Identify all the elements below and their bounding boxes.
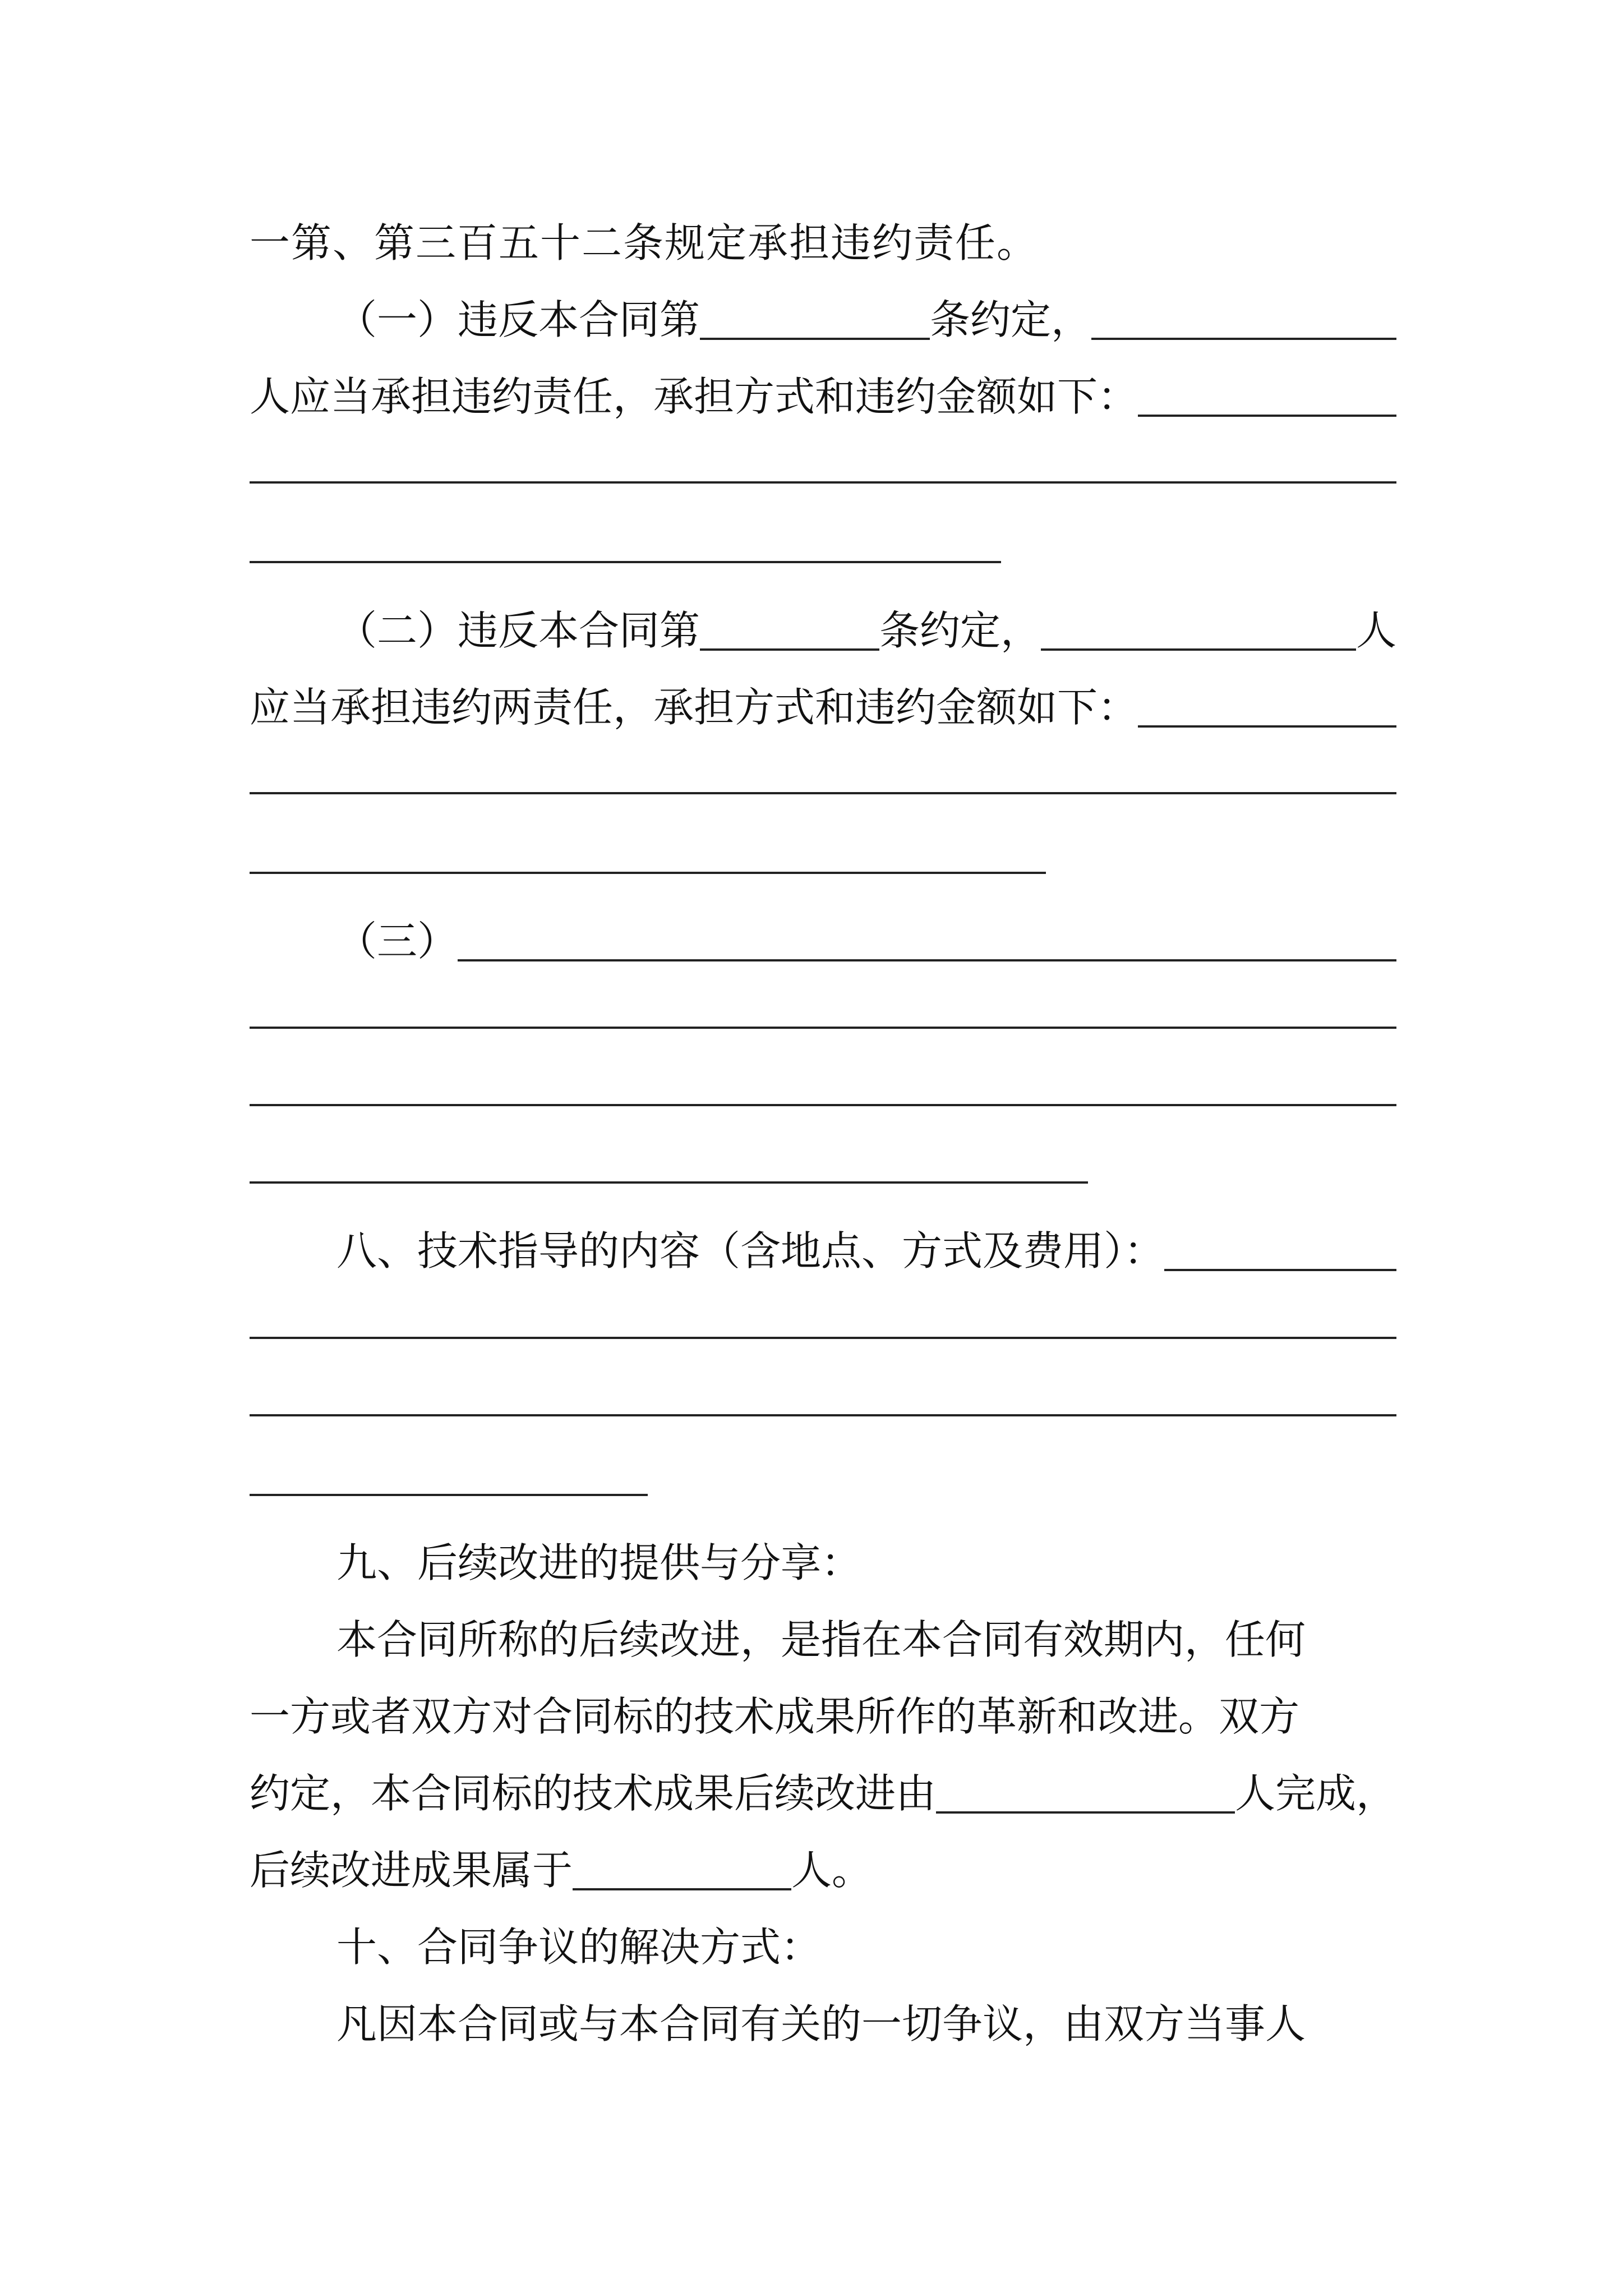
section-9-heading-line (250, 1525, 1396, 1602)
clause-2-agreed-text: 条约定， (879, 607, 1041, 654)
section-8-heading: 八、技术指导的内容（含地点、方式及费用）： (336, 1227, 1165, 1274)
clause-3-line (250, 903, 1396, 980)
section-9-para-text-6: 人。 (791, 1847, 873, 1894)
clause-3-fill-rule-1[interactable] (250, 1027, 1396, 1029)
text-line (250, 205, 1396, 282)
clause-2-amount-blank[interactable] (1138, 669, 1396, 728)
clause-1-line-2 (250, 358, 1396, 435)
section-9-heading: 九、后续改进的提供与分享： (336, 1539, 862, 1586)
clause-2-line-2 (250, 669, 1396, 746)
clause-1-party-blank[interactable] (1091, 282, 1396, 340)
clause-1-label: （一）违反本合同第 (336, 296, 700, 343)
section-10-heading: 十、合同争议的解决方式： (336, 1924, 822, 1971)
clause-1-article-blank[interactable] (700, 282, 930, 340)
section-10-para-text: 凡因本合同或与本合同有关的一切争议，由双方当事人 (336, 2000, 1306, 2047)
clause-2-article-blank[interactable] (700, 592, 879, 651)
clause-2-person-text: 人 (1355, 607, 1396, 654)
clause-2-line (250, 592, 1396, 669)
section-9-para-text-2: 一方或者双方对合同标的技术成果所作的革新和改进。双方 (250, 1693, 1300, 1740)
clause-1-fill-rule[interactable] (250, 481, 1396, 484)
section-9-para-text-4: 人完成， (1234, 1770, 1396, 1817)
clause-1-amount-blank[interactable] (1138, 358, 1396, 417)
liability-intro-text: 一第、第三百五十二条规定承担违约责任。 (250, 219, 1039, 266)
clause-1-fill-rule-end[interactable] (250, 561, 1001, 563)
clause-3-fill-rule-2[interactable] (250, 1104, 1396, 1106)
section-9-para-text-3: 约定，本合同标的技术成果后续改进由 (250, 1770, 937, 1817)
improvement-owner-blank[interactable] (573, 1832, 791, 1890)
section-9-para-line-4 (250, 1832, 1396, 1909)
clause-3-label: （三） (336, 918, 458, 965)
improvement-party-blank[interactable] (936, 1755, 1235, 1814)
clause-2-party-blank[interactable] (1041, 592, 1356, 651)
clause-3-fill-rule-end[interactable] (250, 1181, 1088, 1184)
section-8-line (250, 1213, 1396, 1290)
section-9-para-text-1: 本合同所称的后续改进，是指在本合同有效期内，任何 (336, 1616, 1306, 1663)
section-9-para-line-3 (250, 1755, 1396, 1832)
clause-1-liability-text: 人应当承担违约责任，承担方式和违约金额如下： (250, 373, 1138, 420)
section-8-fill-rule-end[interactable] (250, 1494, 648, 1496)
clause-2-liability-text: 应当承担违约两责任，承担方式和违约金额如下： (250, 684, 1138, 731)
clause-2-label: （二）违反本合同第 (336, 607, 700, 654)
clause-2-fill-rule-end[interactable] (250, 872, 1046, 874)
clause-3-blank[interactable] (458, 903, 1396, 961)
section-9-para-line-2 (250, 1678, 1396, 1755)
clause-2-fill-rule[interactable] (250, 792, 1396, 794)
section-8-blank[interactable] (1164, 1213, 1396, 1271)
section-8-fill-rule-1[interactable] (250, 1337, 1396, 1339)
clause-1-line (250, 282, 1396, 358)
clause-1-agreed-text: 条约定， (930, 296, 1092, 343)
section-9-para-line-1 (250, 1602, 1396, 1678)
section-10-heading-line (250, 1909, 1396, 1986)
section-8-fill-rule-2[interactable] (250, 1414, 1396, 1416)
section-9-para-text-5: 后续改进成果属于 (250, 1847, 573, 1894)
section-10-para-line (250, 1986, 1396, 2063)
